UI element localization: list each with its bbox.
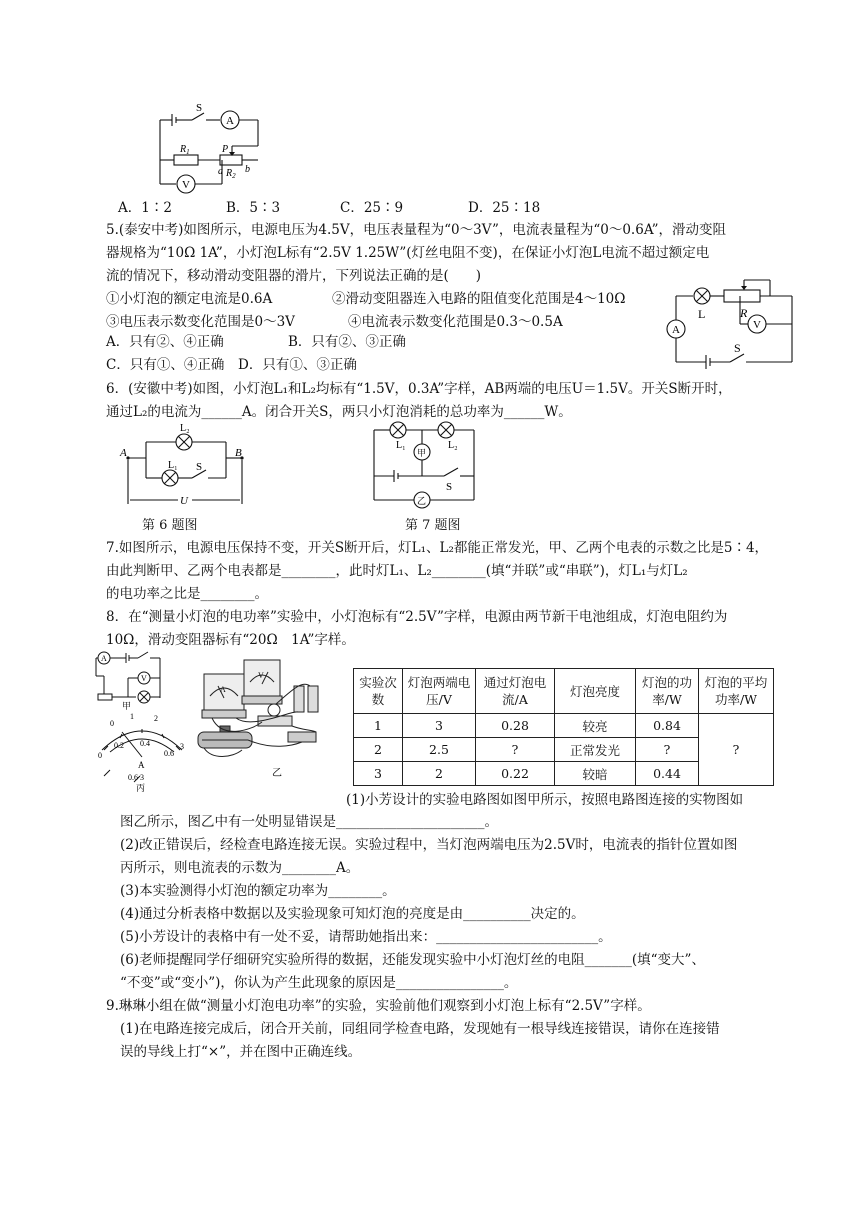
q4-fig-r1: $R_1$	[180, 144, 190, 156]
q4-fig-voltmeter: V	[182, 179, 190, 191]
q4-fig-ammeter: A	[226, 115, 234, 127]
q7-figure-caption: 第 7 题图	[405, 518, 461, 533]
q5-circuit-figure	[660, 272, 798, 370]
q4-fig-switch: S	[196, 102, 203, 114]
q8-jia-label: 甲	[122, 701, 132, 710]
table-cell: 较亮	[555, 714, 636, 738]
q6-fig-l2: L₂	[180, 423, 190, 434]
q8-line-2: 10Ω，滑动变阻器标有“20Ω 1A”字样。	[106, 632, 355, 648]
q5-option-c: C．只有①、④正确	[106, 357, 225, 373]
q6-line-2: 通过L₂的电流为______A。闭合开关S，两只小灯泡消耗的总功率为______W。	[106, 404, 572, 420]
q5-fig-ammeter: A	[672, 324, 680, 336]
q8-sub-2-line-2: 丙所示，则电流表的示数为________A。	[120, 860, 360, 876]
q5-fig-r: R	[740, 306, 748, 320]
q7-line-3: 的电功率之比是________。	[106, 586, 268, 602]
q8-sub-3: (3)本实验测得小灯泡的额定功率为________。	[120, 883, 396, 899]
q5-statement-2: ②滑动变阻器连入电路的阻值变化范围是4～10Ω	[332, 291, 626, 307]
q4-fig-b: b	[245, 164, 250, 175]
table-cell: 2	[354, 738, 403, 762]
q5-line-1: 5.(泰安中考)如图所示，电源电压为4.5V，电压表量程为“0～3V”，电流表量程为“0～0.6A”，滑动变阻	[106, 222, 726, 238]
table-cell: 2	[403, 762, 476, 786]
q8-apparatus-yi	[192, 650, 342, 782]
q6-line-1: 6．(安徽中考)如图，小灯泡L₁和L₂均标有“1.5V，0.3A”字样，AB两端的电压U＝1.5V。开关S断开时，	[106, 381, 732, 397]
q8-dial-label: 丙	[136, 783, 146, 792]
table-cell: 0.22	[476, 762, 555, 786]
table-cell: ?	[636, 738, 699, 762]
q8-jia-ammeter: A	[101, 654, 107, 663]
table-cell: 较暗	[555, 762, 636, 786]
q8-dial-bottom-1: 0.2	[114, 741, 124, 750]
table-cell: 3	[354, 762, 403, 786]
q7-fig-l1: L₁	[396, 440, 406, 451]
q8-apparatus-voltmeter: V	[258, 671, 264, 680]
table-header-cell: 灯泡的功率/W	[636, 669, 699, 714]
q8-sub-1-line-1: (1)小芳设计的实验电路图如图甲所示，按照电路图连接的实物图如	[346, 792, 744, 808]
table-header-cell: 实验次数	[354, 669, 403, 714]
q4-option-a: A．1∶2	[118, 200, 172, 216]
table-cell: 0.84	[636, 714, 699, 738]
q7-fig-jia: 甲	[417, 448, 427, 458]
q9-sub-1-line-2: 误的导线上打“×”，并在图中正确连线。	[120, 1044, 362, 1060]
table-header-cell: 灯泡亮度	[555, 669, 636, 714]
table-merged-cell: ?	[699, 714, 774, 786]
q4-fig-p: P	[222, 144, 229, 155]
q5-line-3: 流的情况下，移动滑动变阻器的滑片，下列说法正确的是( )	[106, 268, 482, 284]
q7-fig-yi: 乙	[417, 496, 427, 506]
q7-fig-l2: L₂	[448, 440, 458, 451]
q4-circuit-figure	[150, 100, 270, 196]
table-cell: 3	[403, 714, 476, 738]
q6-fig-a: A	[120, 447, 127, 459]
q5-statement-1: ①小灯泡的额定电流是0.6A	[106, 291, 273, 307]
q4-fig-a: a	[218, 166, 223, 177]
q5-option-d: D．只有①、③正确	[238, 357, 357, 373]
q6-circuit-figure	[118, 420, 250, 510]
q9-sub-1-line-1: (1)在电路连接完成后，闭合开关前，同组同学检查电路，发现她有一根导线连接错误，请你在连接错	[120, 1021, 720, 1037]
q7-line-1: 7.如图所示，电源电压保持不变，开关S断开后，灯L₁、L₂都能正常发光，甲、乙两个电表的示数之比是5∶4，	[106, 540, 769, 556]
table-row	[354, 714, 774, 738]
q8-sub-2-line-1: (2)改正错误后，经检查电路连接无误。实验过程中，当灯泡两端电压为2.5V时，电流表的指针位置如图	[120, 837, 738, 853]
q5-fig-l: L	[698, 307, 706, 321]
table-cell: 0.44	[636, 762, 699, 786]
q5-fig-voltmeter: V	[753, 319, 761, 331]
q8-dial-top-3: 3	[180, 742, 184, 751]
q5-option-a: A．只有②、④正确	[106, 334, 224, 350]
q9-line-1: 9.琳琳小组在做“测量小灯泡电功率”的实验，实验前他们观察到小灯泡上标有“2.5V”字样。	[106, 998, 651, 1014]
table-header-cell: 通过灯泡电流/A	[476, 669, 555, 714]
table-cell: 2.5	[403, 738, 476, 762]
q7-circuit-figure	[364, 418, 484, 510]
q5-option-b: B．只有②、③正确	[288, 334, 406, 350]
q8-dial-bottom-2: 0.4	[140, 739, 150, 748]
q8-jia-voltmeter: V	[141, 674, 147, 683]
q8-dial-bottom-0: 0	[98, 751, 102, 760]
table-header-cell: 灯泡的平均功率/W	[699, 669, 774, 714]
q4-option-c: C．25∶9	[340, 200, 404, 216]
q6-fig-l1: L₁	[168, 460, 178, 471]
q8-sub-4: (4)通过分析表格中数据以及实验现象可知灯泡的亮度是由__________决定的。	[120, 906, 585, 922]
q4-fig-r2: $R_2$	[226, 168, 236, 180]
q4-option-b: B．5∶3	[226, 200, 281, 216]
q8-sub-6-line-1: (6)老师提醒同学仔细研究实验所得的数据，还能发现实验中小灯泡灯丝的电阻_______(填“变大”、	[120, 952, 705, 968]
q8-apparatus-label: 乙	[272, 768, 282, 779]
table-header-cell: 灯泡两端电压/V	[403, 669, 476, 714]
table-cell: 正常发光	[555, 738, 636, 762]
q8-dial-terminals: 0.6 3	[128, 773, 144, 782]
q4-option-d: D．25∶18	[468, 200, 541, 216]
q8-sub-1-line-2: 图乙所示，图乙中有一处明显错误是______________________。	[120, 814, 498, 830]
q5-line-2: 器规格为“10Ω 1A”，小灯泡L标有“2.5V 1.25W”(灯丝电阻不变)，在保证小灯泡L电流不超过额定电	[106, 245, 710, 261]
q8-dial-bottom-3: 0.6	[164, 749, 174, 758]
q8-circuit-diagram-jia	[92, 648, 170, 710]
table-cell: 0.28	[476, 714, 555, 738]
q8-dial-top-0: 0	[110, 719, 114, 728]
table-header-row	[354, 669, 774, 714]
q8-line-1: 8．在“测量小灯泡的电功率”实验中，小灯泡标有“2.5V”字样，电源由两节新干电池组成，灯泡电阻约为	[106, 609, 728, 625]
q8-ammeter-dial-bing	[92, 712, 192, 792]
q7-fig-s: S	[446, 481, 453, 493]
q8-dial-ammeter: A	[138, 760, 145, 770]
q5-fig-switch: S	[734, 341, 741, 355]
q8-dial-top-1: 1	[130, 712, 134, 721]
q5-statement-4: ④电流表示数变化范围是0.3～0.5A	[348, 314, 563, 330]
q7-line-2: 由此判断甲、乙两个电表都是________，此时灯L₁、L₂________(填“并联”或“串联”)，灯L₁与灯L₂	[106, 563, 688, 579]
q6-fig-u: U	[180, 495, 188, 507]
q8-sub-5: (5)小芳设计的表格中有一处不妥，请帮助她指出来：________________________。	[120, 929, 612, 945]
q5-statement-3: ③电压表示数变化范围是0～3V	[106, 314, 295, 330]
q8-dial-top-2: 2	[154, 714, 158, 723]
table-cell: ?	[476, 738, 555, 762]
q6-figure-caption: 第 6 题图	[142, 518, 198, 533]
q8-data-table	[353, 668, 774, 786]
q6-fig-s: S	[196, 461, 203, 473]
table-cell: 1	[354, 714, 403, 738]
q6-fig-b: B	[235, 447, 242, 459]
q8-sub-6-line-2: “不变”或“变小”)，你认为产生此现象的原因是________________。	[120, 975, 518, 991]
q8-apparatus-ammeter: A	[220, 685, 226, 694]
